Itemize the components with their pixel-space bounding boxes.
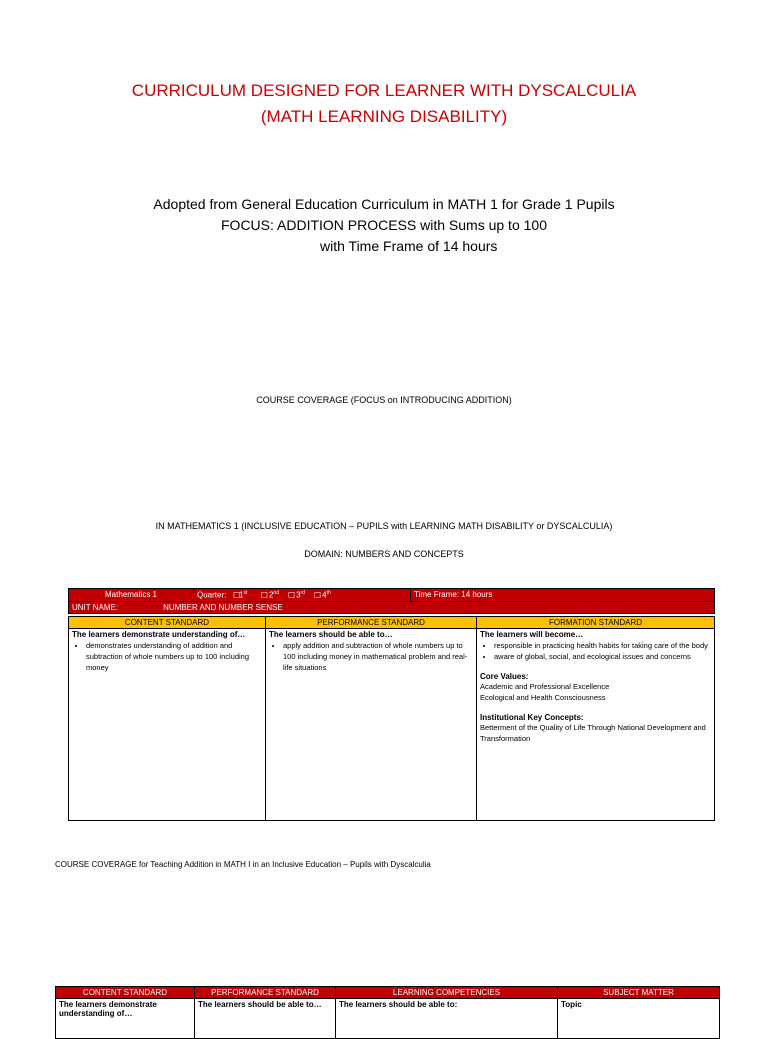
quarter-checkbox-icon: ☐	[260, 590, 268, 600]
standards-table	[68, 588, 715, 614]
unit-row	[69, 601, 715, 613]
quarter-cell: Quarter: ☐1st ☐ 2nd ☐ 3rd ☐ 4th	[194, 589, 411, 602]
quarter-checkbox-icon: ☐	[313, 590, 322, 600]
content-standard-cell: The learners demonstrate understanding of… • demonstrates understanding of addition and subtraction of whole numbers up to 100 including money	[69, 629, 266, 821]
list-item: • demonstrates understanding of addition and subtraction of whole numbers up to 100 including money	[86, 640, 262, 673]
document-title-line1: CURRICULUM DESIGNED FOR LEARNER WITH DYSCALCULIA	[131, 81, 637, 100]
core-values-title: Core Values:	[480, 672, 529, 681]
in-mathematics-heading: IN MATHEMATICS 1 (INCLUSIVE EDUCATION – PUPILS with LEARNING MATH DISABILITY or DYSCALCULIA)	[155, 521, 613, 531]
content-standard-header: CONTENT STANDARD	[69, 617, 266, 629]
subtitle-line2: FOCUS: ADDITION PROCESS with Sums up to 100	[221, 217, 547, 233]
subtitle-line1: Adopted from General Education Curriculum in MATH 1 for Grade 1 Pupils	[153, 196, 615, 212]
list-item: • aware of global, social, and ecological issues and concerns	[494, 651, 711, 662]
list-item: • responsible in practicing health habits for taking care of the body	[494, 640, 711, 651]
list-item: • apply addition and subtraction of whole numbers up to 100 including money in mathematical problem and real- life situations	[283, 640, 473, 673]
time-frame-cell: Time Frame: 14 hours	[411, 589, 715, 602]
table-row: The learners demonstrate understanding of… The learners should be able to… The learners should be able to: Topic	[56, 999, 720, 1039]
formation-standard-cell: The learners will become… • responsible in practicing health habits for taking care of the body • aware of global, social, and ecological issues and concerns Core Values: Academic and Professional Excellence Ecological and Health Consciousness Institutional Key Concepts: Betterment of the Quality of Life Through National Development and Transformation	[477, 629, 715, 821]
standards-body-row	[69, 629, 715, 821]
domain-heading: DOMAIN: NUMBERS AND CONCEPTS	[304, 549, 464, 559]
key-concepts-title: Institutional Key Concepts:	[480, 713, 584, 722]
course-coverage-table	[55, 986, 720, 1039]
unit-cell: UNIT NAME: NUMBER AND NUMBER SENSE	[69, 601, 715, 613]
course-header-row: CONTENT STANDARD PERFORMANCE STANDARD LEARNING COMPETENCIES SUBJECT MATTER	[56, 987, 720, 999]
performance-standard-cell: The learners should be able to… • apply addition and subtraction of whole numbers up to 100 including money in mathematical problem and real- life situations	[266, 629, 477, 821]
standards-header-row	[69, 617, 715, 629]
course-coverage-2-heading: COURSE COVERAGE for Teaching Addition in MATH I in an Inclusive Education – Pupils with Dyscalculia	[55, 860, 431, 869]
document-title-line2: (MATH LEARNING DISABILITY)	[260, 107, 508, 126]
table-meta-row	[69, 589, 715, 602]
quarter-checkbox-icon: ☐	[233, 590, 241, 600]
quarter-checkbox-icon: ☐	[287, 590, 296, 600]
subtitle-line3: with Time Frame of 14 hours	[320, 238, 498, 254]
course-coverage-heading: COURSE COVERAGE (FOCUS on INTRODUCING ADDITION)	[256, 395, 512, 405]
standards-body-table	[68, 616, 715, 821]
formation-standard-header: FORMATION STANDARD	[477, 617, 715, 629]
subject-cell: Mathematics 1	[69, 589, 194, 602]
performance-standard-header: PERFORMANCE STANDARD	[266, 617, 477, 629]
